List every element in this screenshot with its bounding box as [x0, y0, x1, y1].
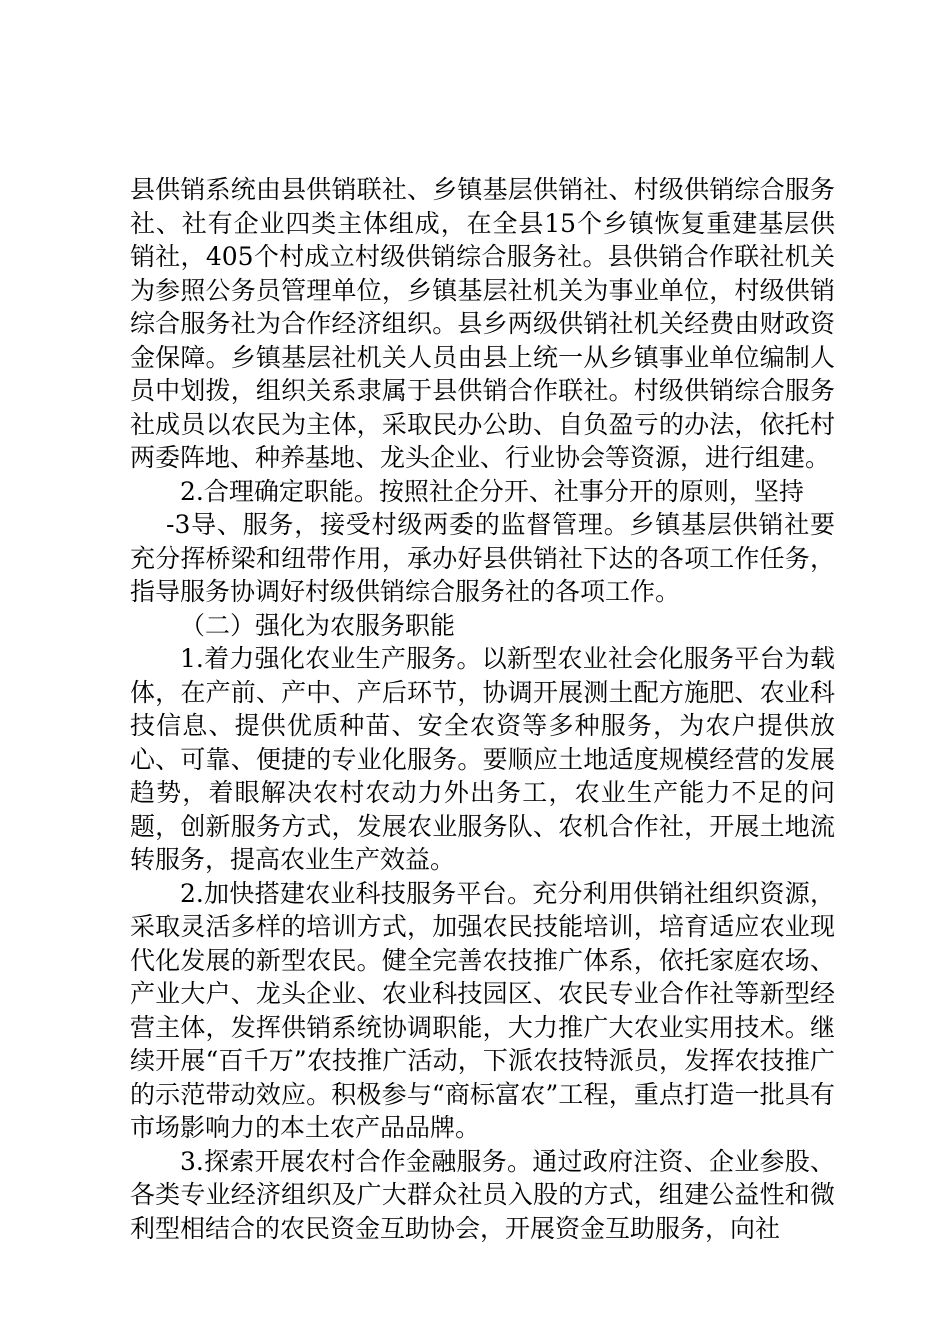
paragraph-cooperative-finance: 3.探索开展农村合作金融服务。通过政府注资、企业参股、各类专业经济组织及广大群众社员入股的方式，组建公益性和微利型相结合的农民资金互助协会，开展资金互助服务，向社 [130, 1146, 835, 1243]
paragraph-define-functions: 2.合理确定职能。按照社企分开、社事分开的原则，坚持 [180, 476, 804, 506]
paragraph-production-services: 1.着力强化农业生产服务。以新型农业社会化服务平台为载体，在产前、产中、产后环节，协调开展测土配方施肥、农业科技信息、提供优质种苗、安全农资等多种服务，为农户提供放心、可靠、便捷的专业化服务。要顺应土地适度规模经营的发展趋势，着眼解决农村农动力外出务工，农业生产能力不足的问题，创新服务方式，发展农业服务队、农机合作社，开展土地流转服务，提高农业生产效益。 [130, 644, 835, 874]
document-body [130, 173, 835, 1245]
paragraph-functions-continued: -3导、服务，接受村级两委的监督管理。乡镇基层供销社要充分挥桥梁和纽带作用，承办好县供销社下达的各项工作任务，指导服务协调好村级供销综合服务社的各项工作。 [130, 510, 835, 606]
paragraph-system-structure: 县供销系统由县供销联社、乡镇基层供销社、村级供销综合服务社、社有企业四类主体组成，在全县15个乡镇恢复重建基层供销社，405个村成立村级供销综合服务社。县供销合作联社机关为参照公务员管理单位，乡镇基层社机关为事业单位，村级供销综合服务社为合作经济组织。县乡两级供销社机关经费由财政资金保障。乡镇基层社机关人员由县上统一从乡镇事业单位编制人员中划拨，组织关系隶属于县供销合作联社。村级供销综合服务社成员以农民为主体，采取民办公助、自负盈亏的办法，依托村两委阵地、种养基地、龙头企业、行业协会等资源，进行组建。 [130, 175, 835, 472]
paragraph-tech-platform: 2.加快搭建农业科技服务平台。充分利用供销社组织资源，采取灵活多样的培训方式，加强农民技能培训，培育适应农业现代化发展的新型农民。健全完善农技推广体系，依托家庭农场、产业大户、龙头企业、农业科技园区、农民专业合作社等新型经营主体，发挥供销系统协调职能，大力推广大农业实用技术。继续开展“百千万”农技推广活动，下派农技特派员，发挥农技推广的示范带动效应。积极参与“商标富农”工程，重点打造一批具有市场影响力的本土农产品品牌。 [130, 878, 835, 1142]
section-heading-strengthen-services: （二）强化为农服务职能 [180, 610, 456, 640]
